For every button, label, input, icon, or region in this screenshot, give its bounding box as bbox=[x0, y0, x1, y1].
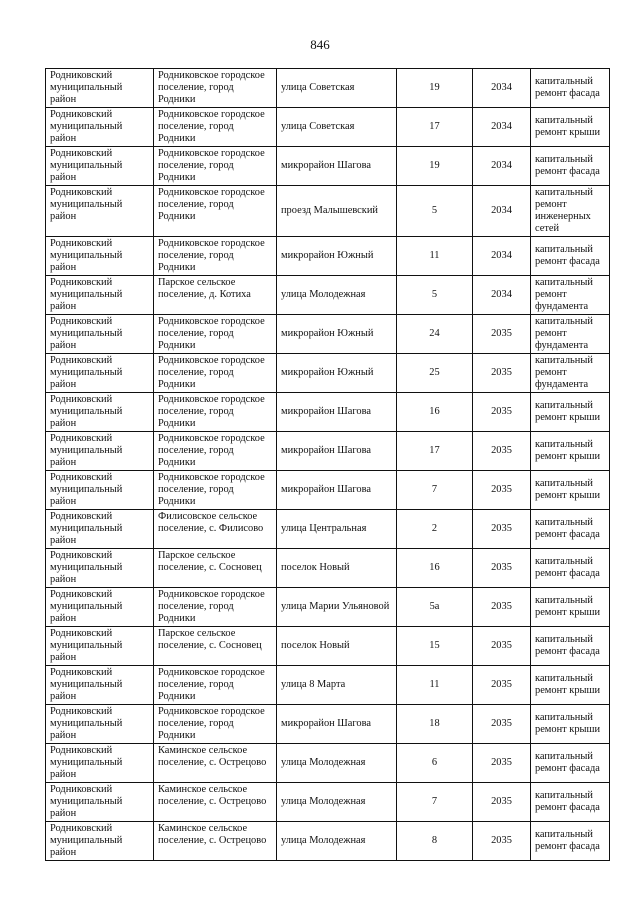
cell-settlement: Родниковское городское поселение, город Родники bbox=[154, 471, 277, 510]
table-row bbox=[46, 432, 610, 471]
cell-settlement: Родниковское городское поселение, город Родники bbox=[154, 705, 277, 744]
cell-settlement: Родниковское городское поселение, город Родники bbox=[154, 237, 277, 276]
cell-settlement: Парское сельское поселение, д. Котиха bbox=[154, 276, 277, 315]
cell-settlement: Парское сельское поселение, с. Сосновец bbox=[154, 627, 277, 666]
cell-district: Родниковский муниципальный район bbox=[46, 549, 154, 588]
cell-year: 2035 bbox=[473, 666, 531, 705]
cell-year: 2034 bbox=[473, 186, 531, 237]
cell-district: Родниковский муниципальный район bbox=[46, 69, 154, 108]
cell-settlement: Парское сельское поселение, с. Сосновец bbox=[154, 549, 277, 588]
cell-work: капитальный ремонт фундамента bbox=[531, 315, 610, 354]
cell-work: капитальный ремонт фасада bbox=[531, 744, 610, 783]
repair-schedule-table bbox=[45, 68, 610, 861]
cell-settlement: Каминское сельское поселение, с. Острецово bbox=[154, 744, 277, 783]
cell-district: Родниковский муниципальный район bbox=[46, 471, 154, 510]
cell-street: проезд Малышевский bbox=[277, 186, 397, 237]
cell-district: Родниковский муниципальный район bbox=[46, 393, 154, 432]
cell-house: 25 bbox=[397, 354, 473, 393]
cell-house: 5 bbox=[397, 186, 473, 237]
cell-street: поселок Новый bbox=[277, 627, 397, 666]
cell-house: 7 bbox=[397, 471, 473, 510]
cell-work: капитальный ремонт крыши bbox=[531, 432, 610, 471]
cell-district: Родниковский муниципальный район bbox=[46, 705, 154, 744]
table-row bbox=[46, 705, 610, 744]
cell-year: 2034 bbox=[473, 108, 531, 147]
table-row bbox=[46, 354, 610, 393]
cell-year: 2035 bbox=[473, 588, 531, 627]
cell-street: микрорайон Шагова bbox=[277, 471, 397, 510]
cell-street: улица Марии Ульяновой bbox=[277, 588, 397, 627]
cell-year: 2034 bbox=[473, 237, 531, 276]
cell-year: 2035 bbox=[473, 783, 531, 822]
cell-year: 2034 bbox=[473, 276, 531, 315]
table-row bbox=[46, 393, 610, 432]
cell-work: капитальный ремонт фасада bbox=[531, 822, 610, 861]
cell-settlement: Родниковское городское поселение, город Родники bbox=[154, 108, 277, 147]
cell-district: Родниковский муниципальный район bbox=[46, 354, 154, 393]
cell-street: улица Молодежная bbox=[277, 822, 397, 861]
cell-house: 5а bbox=[397, 588, 473, 627]
cell-house: 5 bbox=[397, 276, 473, 315]
cell-house: 2 bbox=[397, 510, 473, 549]
table-row bbox=[46, 237, 610, 276]
cell-year: 2035 bbox=[473, 354, 531, 393]
cell-year: 2035 bbox=[473, 471, 531, 510]
cell-year: 2035 bbox=[473, 627, 531, 666]
table-row bbox=[46, 276, 610, 315]
cell-settlement: Родниковское городское поселение, город Родники bbox=[154, 147, 277, 186]
cell-district: Родниковский муниципальный район bbox=[46, 315, 154, 354]
table-row bbox=[46, 186, 610, 237]
cell-work: капитальный ремонт фасада bbox=[531, 69, 610, 108]
cell-work: капитальный ремонт фасада bbox=[531, 237, 610, 276]
page-number: 846 bbox=[310, 37, 330, 52]
cell-year: 2035 bbox=[473, 822, 531, 861]
cell-house: 17 bbox=[397, 108, 473, 147]
cell-year: 2035 bbox=[473, 432, 531, 471]
cell-house: 18 bbox=[397, 705, 473, 744]
cell-year: 2035 bbox=[473, 393, 531, 432]
cell-work: капитальный ремонт фасада bbox=[531, 783, 610, 822]
cell-settlement: Родниковское городское поселение, город Родники bbox=[154, 354, 277, 393]
cell-year: 2035 bbox=[473, 744, 531, 783]
table-row bbox=[46, 108, 610, 147]
cell-district: Родниковский муниципальный район bbox=[46, 588, 154, 627]
table-row bbox=[46, 147, 610, 186]
cell-work: капитальный ремонт крыши bbox=[531, 705, 610, 744]
cell-street: поселок Новый bbox=[277, 549, 397, 588]
cell-work: капитальный ремонт крыши bbox=[531, 393, 610, 432]
cell-street: микрорайон Южный bbox=[277, 237, 397, 276]
table-row bbox=[46, 510, 610, 549]
cell-work: капитальный ремонт фасада bbox=[531, 147, 610, 186]
cell-house: 7 bbox=[397, 783, 473, 822]
cell-house: 16 bbox=[397, 549, 473, 588]
cell-house: 11 bbox=[397, 666, 473, 705]
cell-district: Родниковский муниципальный район bbox=[46, 783, 154, 822]
cell-street: микрорайон Южный bbox=[277, 315, 397, 354]
cell-settlement: Родниковское городское поселение, город Родники bbox=[154, 588, 277, 627]
cell-year: 2035 bbox=[473, 549, 531, 588]
cell-district: Родниковский муниципальный район bbox=[46, 744, 154, 783]
cell-street: улица Советская bbox=[277, 108, 397, 147]
cell-street: улица Молодежная bbox=[277, 783, 397, 822]
cell-street: улица 8 Марта bbox=[277, 666, 397, 705]
cell-year: 2035 bbox=[473, 510, 531, 549]
table-row bbox=[46, 822, 610, 861]
cell-house: 17 bbox=[397, 432, 473, 471]
cell-work: капитальный ремонт инженерных сетей bbox=[531, 186, 610, 237]
cell-house: 24 bbox=[397, 315, 473, 354]
cell-house: 19 bbox=[397, 147, 473, 186]
cell-settlement: Родниковское городское поселение, город Родники bbox=[154, 393, 277, 432]
table-row bbox=[46, 315, 610, 354]
cell-street: микрорайон Шагова bbox=[277, 705, 397, 744]
cell-work: капитальный ремонт крыши bbox=[531, 588, 610, 627]
cell-house: 19 bbox=[397, 69, 473, 108]
cell-district: Родниковский муниципальный район bbox=[46, 108, 154, 147]
table-row bbox=[46, 666, 610, 705]
cell-settlement: Филисовское сельское поселение, с. Филисово bbox=[154, 510, 277, 549]
cell-settlement: Родниковское городское поселение, город Родники bbox=[154, 666, 277, 705]
cell-work: капитальный ремонт крыши bbox=[531, 471, 610, 510]
cell-settlement: Каминское сельское поселение, с. Острецово bbox=[154, 783, 277, 822]
cell-settlement: Родниковское городское поселение, город Родники bbox=[154, 315, 277, 354]
cell-house: 16 bbox=[397, 393, 473, 432]
table-row bbox=[46, 744, 610, 783]
cell-year: 2034 bbox=[473, 147, 531, 186]
cell-house: 11 bbox=[397, 237, 473, 276]
cell-street: микрорайон Шагова bbox=[277, 147, 397, 186]
cell-year: 2035 bbox=[473, 705, 531, 744]
cell-district: Родниковский муниципальный район bbox=[46, 276, 154, 315]
cell-work: капитальный ремонт крыши bbox=[531, 108, 610, 147]
table-row bbox=[46, 588, 610, 627]
cell-work: капитальный ремонт фасада bbox=[531, 510, 610, 549]
cell-settlement: Родниковское городское поселение, город Родники bbox=[154, 69, 277, 108]
cell-street: микрорайон Шагова bbox=[277, 393, 397, 432]
table-row bbox=[46, 471, 610, 510]
cell-street: улица Молодежная bbox=[277, 744, 397, 783]
cell-settlement: Каминское сельское поселение, с. Острецово bbox=[154, 822, 277, 861]
cell-house: 8 bbox=[397, 822, 473, 861]
table-row bbox=[46, 69, 610, 108]
cell-work: капитальный ремонт фундамента bbox=[531, 354, 610, 393]
cell-settlement: Родниковское городское поселение, город Родники bbox=[154, 432, 277, 471]
table-row bbox=[46, 627, 610, 666]
cell-work: капитальный ремонт фундамента bbox=[531, 276, 610, 315]
cell-district: Родниковский муниципальный район bbox=[46, 510, 154, 549]
cell-house: 6 bbox=[397, 744, 473, 783]
cell-work: капитальный ремонт крыши bbox=[531, 666, 610, 705]
cell-work: капитальный ремонт фасада bbox=[531, 549, 610, 588]
cell-district: Родниковский муниципальный район bbox=[46, 147, 154, 186]
cell-street: микрорайон Южный bbox=[277, 354, 397, 393]
cell-district: Родниковский муниципальный район bbox=[46, 666, 154, 705]
cell-district: Родниковский муниципальный район bbox=[46, 186, 154, 237]
cell-work: капитальный ремонт фасада bbox=[531, 627, 610, 666]
cell-district: Родниковский муниципальный район bbox=[46, 432, 154, 471]
cell-street: микрорайон Шагова bbox=[277, 432, 397, 471]
cell-district: Родниковский муниципальный район bbox=[46, 237, 154, 276]
cell-year: 2035 bbox=[473, 315, 531, 354]
table-row bbox=[46, 549, 610, 588]
cell-street: улица Молодежная bbox=[277, 276, 397, 315]
cell-district: Родниковский муниципальный район bbox=[46, 627, 154, 666]
cell-district: Родниковский муниципальный район bbox=[46, 822, 154, 861]
table-row bbox=[46, 783, 610, 822]
cell-settlement: Родниковское городское поселение, город Родники bbox=[154, 186, 277, 237]
cell-street: улица Центральная bbox=[277, 510, 397, 549]
cell-street: улица Советская bbox=[277, 69, 397, 108]
cell-year: 2034 bbox=[473, 69, 531, 108]
cell-house: 15 bbox=[397, 627, 473, 666]
